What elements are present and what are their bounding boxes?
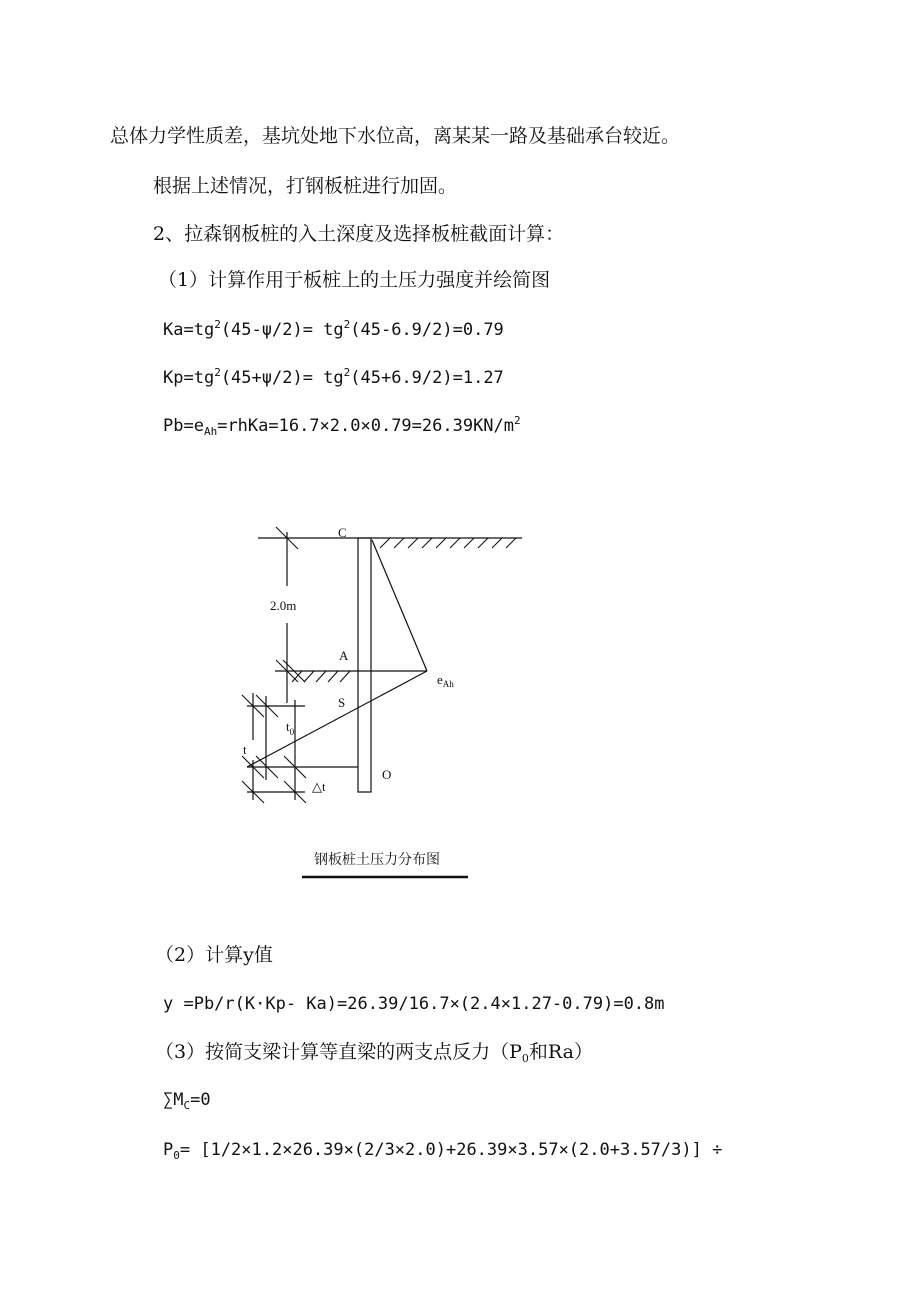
label-c: C	[338, 525, 347, 540]
formula-kp-sup: 2	[343, 366, 351, 379]
paragraph-4: （1）计算作用于板桩上的土压力强度并绘简图	[158, 269, 551, 291]
formula-kp-part: (45+6.9/2)=1.27	[350, 368, 504, 388]
section-2-title: （2）计算y值	[155, 944, 273, 966]
label-s: S	[338, 695, 346, 710]
formula-kp-part: Kp=tg	[163, 368, 215, 388]
formula-p0	[163, 1138, 722, 1162]
net-pressure-line	[247, 671, 427, 767]
formula-pb-sup: 2	[514, 414, 521, 427]
label-eah-e: e	[437, 672, 443, 687]
formula-pb-part: =rhKa=16.7×2.0×0.79=26.39KN/m	[217, 416, 515, 436]
formula-p0-part: = [1/2×1.2×26.39×(2/3×2.0)+26.39×3.57×(2.0+3.57/3)] ÷	[179, 1140, 723, 1160]
paragraph-1: 总体力学性质差，基坑处地下水位高，离某某一路及基础承台较近。	[110, 125, 681, 147]
sheet-pile	[358, 538, 371, 792]
label-eah-sub: Ah	[442, 679, 454, 689]
label-dim-2m: 2.0m	[270, 598, 297, 613]
formula-pb-sub: Ah	[203, 425, 218, 438]
label-t0-t: t	[286, 719, 290, 734]
formula-kp-part: (45+ψ/2)= tg	[220, 368, 344, 388]
label-eah	[437, 672, 454, 689]
section-3-title-sub: 0	[521, 1052, 529, 1065]
formula-sum-part: ∑M	[163, 1090, 184, 1110]
formula-sum-part: =0	[190, 1090, 211, 1110]
diagram-caption: 钢板桩土压力分布图	[314, 852, 440, 868]
paragraph-3: 2、拉森钢板桩的入土深度及选择板桩截面计算：	[153, 223, 565, 245]
formula-y: y =Pb/r(K·Kp- Ka)=26.39/16.7×(2.4×1.27-0.79)=0.8m	[163, 994, 665, 1014]
formula-ka-part: (45-ψ/2)= tg	[220, 320, 344, 340]
formula-p0-part: P	[163, 1140, 174, 1160]
formula-p0-sub: 0	[173, 1149, 180, 1162]
formula-ka-sup: 2	[343, 318, 351, 331]
section-3-title-part: （3）按简支梁计算等直梁的两支点反力（P	[155, 1041, 522, 1063]
formula-pb-part: Pb=e	[163, 416, 204, 436]
excavation-hatch	[292, 671, 350, 682]
label-a: A	[339, 648, 349, 663]
paragraph-2: 根据上述情况，打钢板桩进行加固。	[153, 175, 458, 197]
label-t0	[286, 719, 295, 737]
label-t0-sub: 0	[289, 727, 295, 737]
label-o: O	[382, 767, 392, 782]
formula-sum-mc	[163, 1088, 211, 1112]
label-delta-t: △t	[312, 779, 326, 794]
formula-kp-sup: 2	[214, 366, 221, 379]
formula-ka-part: Ka=tg	[163, 320, 215, 340]
dimension-ticks	[242, 527, 306, 803]
section-3-title	[155, 1040, 593, 1064]
ground-hatch	[380, 538, 516, 548]
label-t: t	[243, 742, 247, 757]
formula-ka-part: (45-6.9/2)=0.79	[350, 320, 504, 340]
section-3-title-part: 和Ra）	[528, 1041, 593, 1063]
active-pressure-line	[372, 540, 427, 671]
formula-ka-sup: 2	[214, 318, 221, 331]
formula-sum-sub: C	[183, 1099, 191, 1112]
